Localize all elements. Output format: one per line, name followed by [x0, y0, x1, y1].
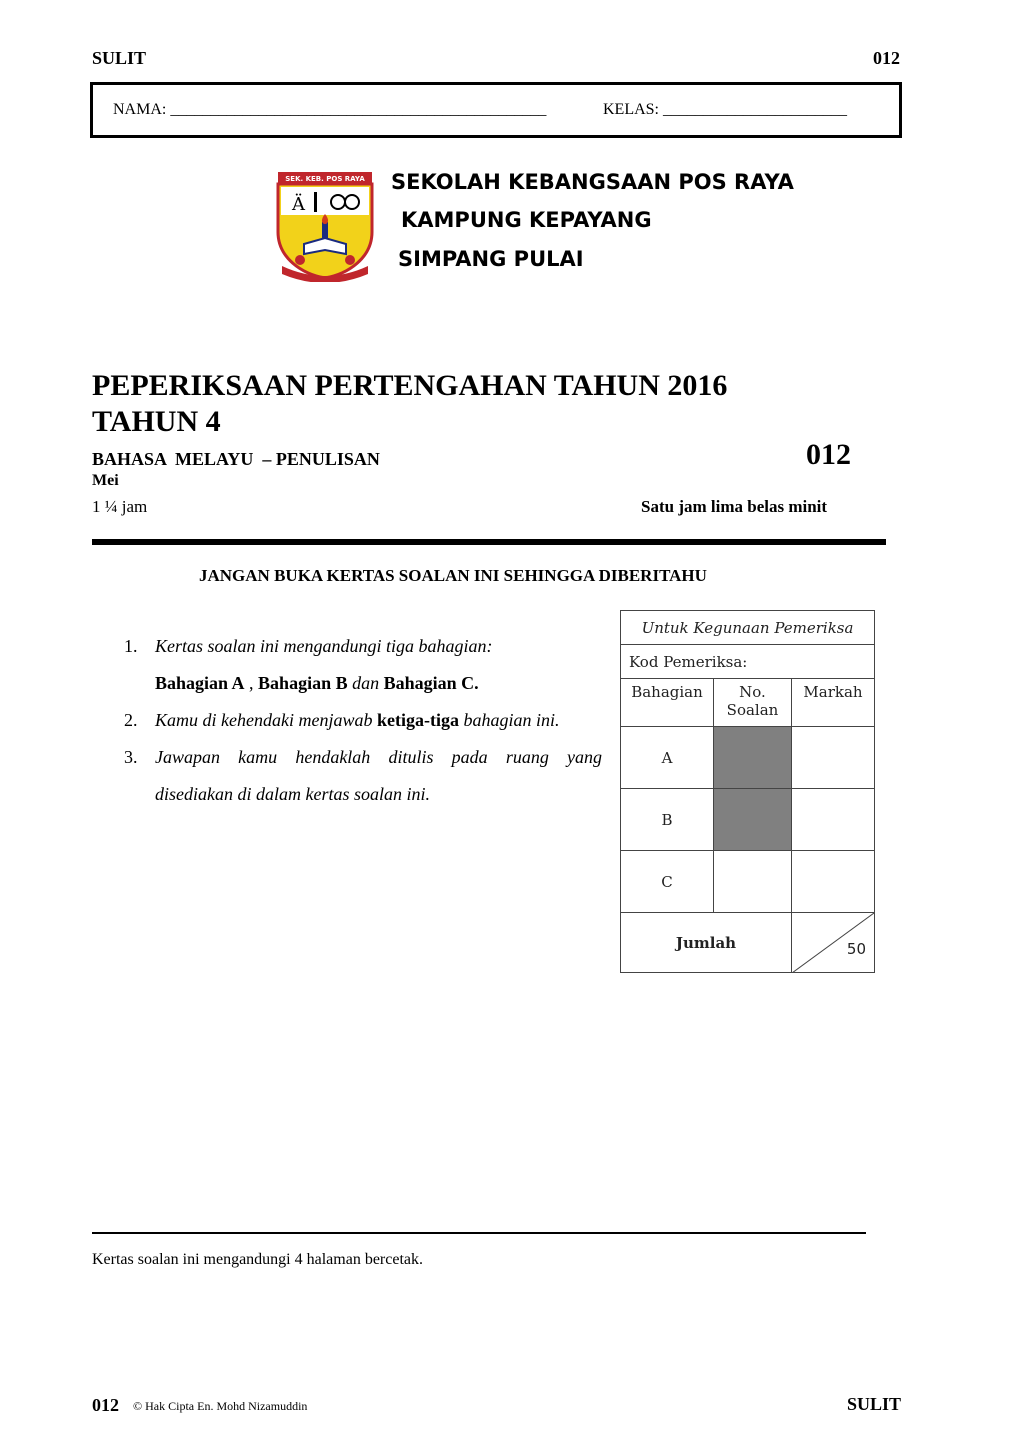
row-label-a: A — [621, 727, 714, 789]
exam-code: 012 — [806, 438, 851, 471]
exam-duration-words: Satu jam lima belas minit — [641, 497, 828, 516]
exam-month: Mei — [92, 472, 119, 489]
col-header-no-soalan: No. Soalan — [714, 679, 792, 727]
examiner-table-wrapper — [620, 610, 875, 973]
instruction-item: 1. Kertas soalan ini mengandungi tiga bahagian: Bahagian A , Bahagian B dan Bahagian C. — [124, 636, 493, 693]
question-cell-c[interactable] — [714, 851, 792, 913]
footer-code: 012 — [92, 1395, 119, 1415]
shaded-cell — [714, 727, 792, 789]
name-field[interactable]: NAMA: _______________________________________________ — [113, 101, 547, 118]
school-crest-icon — [276, 170, 374, 282]
school-name-line3: SIMPANG PULAI — [398, 247, 584, 271]
table-row — [621, 851, 875, 913]
exam-year: TAHUN 4 — [92, 405, 221, 438]
school-logo — [276, 170, 374, 282]
exam-subject: BAHASA MELAYU – PENULISAN — [92, 449, 380, 469]
marks-cell-c[interactable] — [792, 851, 875, 913]
school-name-line2: KAMPUNG KEPAYANG — [401, 208, 652, 232]
examiner-table-title: Untuk Kegunaan Pemeriksa — [621, 611, 875, 645]
instruction-item: 3. Jawapan kamu hendaklah ditulis pada ruang yang disediakan di dalam kertas soalan ini. — [124, 747, 602, 804]
exam-title: PEPERIKSAAN PERTENGAHAN TAHUN 2016 — [92, 369, 728, 402]
shaded-cell — [714, 789, 792, 851]
marks-cell-a[interactable] — [792, 727, 875, 789]
footer-divider — [92, 1232, 866, 1234]
instructions-list — [124, 628, 602, 813]
svg-text:SEK. KEB. POS RAYA: SEK. KEB. POS RAYA — [285, 175, 365, 183]
header-sulit: SULIT — [92, 48, 147, 68]
row-label-b: B — [621, 789, 714, 851]
pages-note: Kertas soalan ini mengandungi 4 halaman bercetak. — [92, 1251, 423, 1268]
col-header-markah: Markah — [792, 679, 875, 727]
total-marks-cell[interactable] — [792, 913, 875, 973]
table-row — [621, 727, 875, 789]
warning-text: JANGAN BUKA KERTAS SOALAN INI SEHINGGA DIBERITAHU — [199, 566, 707, 585]
examiner-code-field[interactable]: Kod Pemeriksa: — [621, 645, 875, 679]
total-label: Jumlah — [621, 913, 792, 973]
class-field[interactable]: KELAS: _______________________ — [603, 101, 847, 118]
table-row — [621, 789, 875, 851]
examiner-table — [620, 610, 875, 973]
header-code: 012 — [873, 48, 900, 68]
col-header-bahagian: Bahagian — [621, 679, 714, 727]
title-divider — [92, 539, 886, 545]
school-name-line1: SEKOLAH KEBANGSAAN POS RAYA — [391, 170, 794, 194]
name-class-box — [90, 82, 902, 138]
svg-text:Ä: Ä — [292, 194, 305, 215]
row-label-c: C — [621, 851, 714, 913]
footer-sulit: SULIT — [847, 1394, 902, 1414]
total-marks: 50 — [846, 940, 866, 958]
exam-duration: 1 ¼ jam — [92, 497, 148, 516]
marks-cell-b[interactable] — [792, 789, 875, 851]
instruction-item: 2. Kamu di kehendaki menjawab ketiga-tiga bahagian ini. — [124, 710, 560, 730]
footer-copyright: © Hak Cipta En. Mohd Nizamuddin — [133, 1399, 308, 1413]
